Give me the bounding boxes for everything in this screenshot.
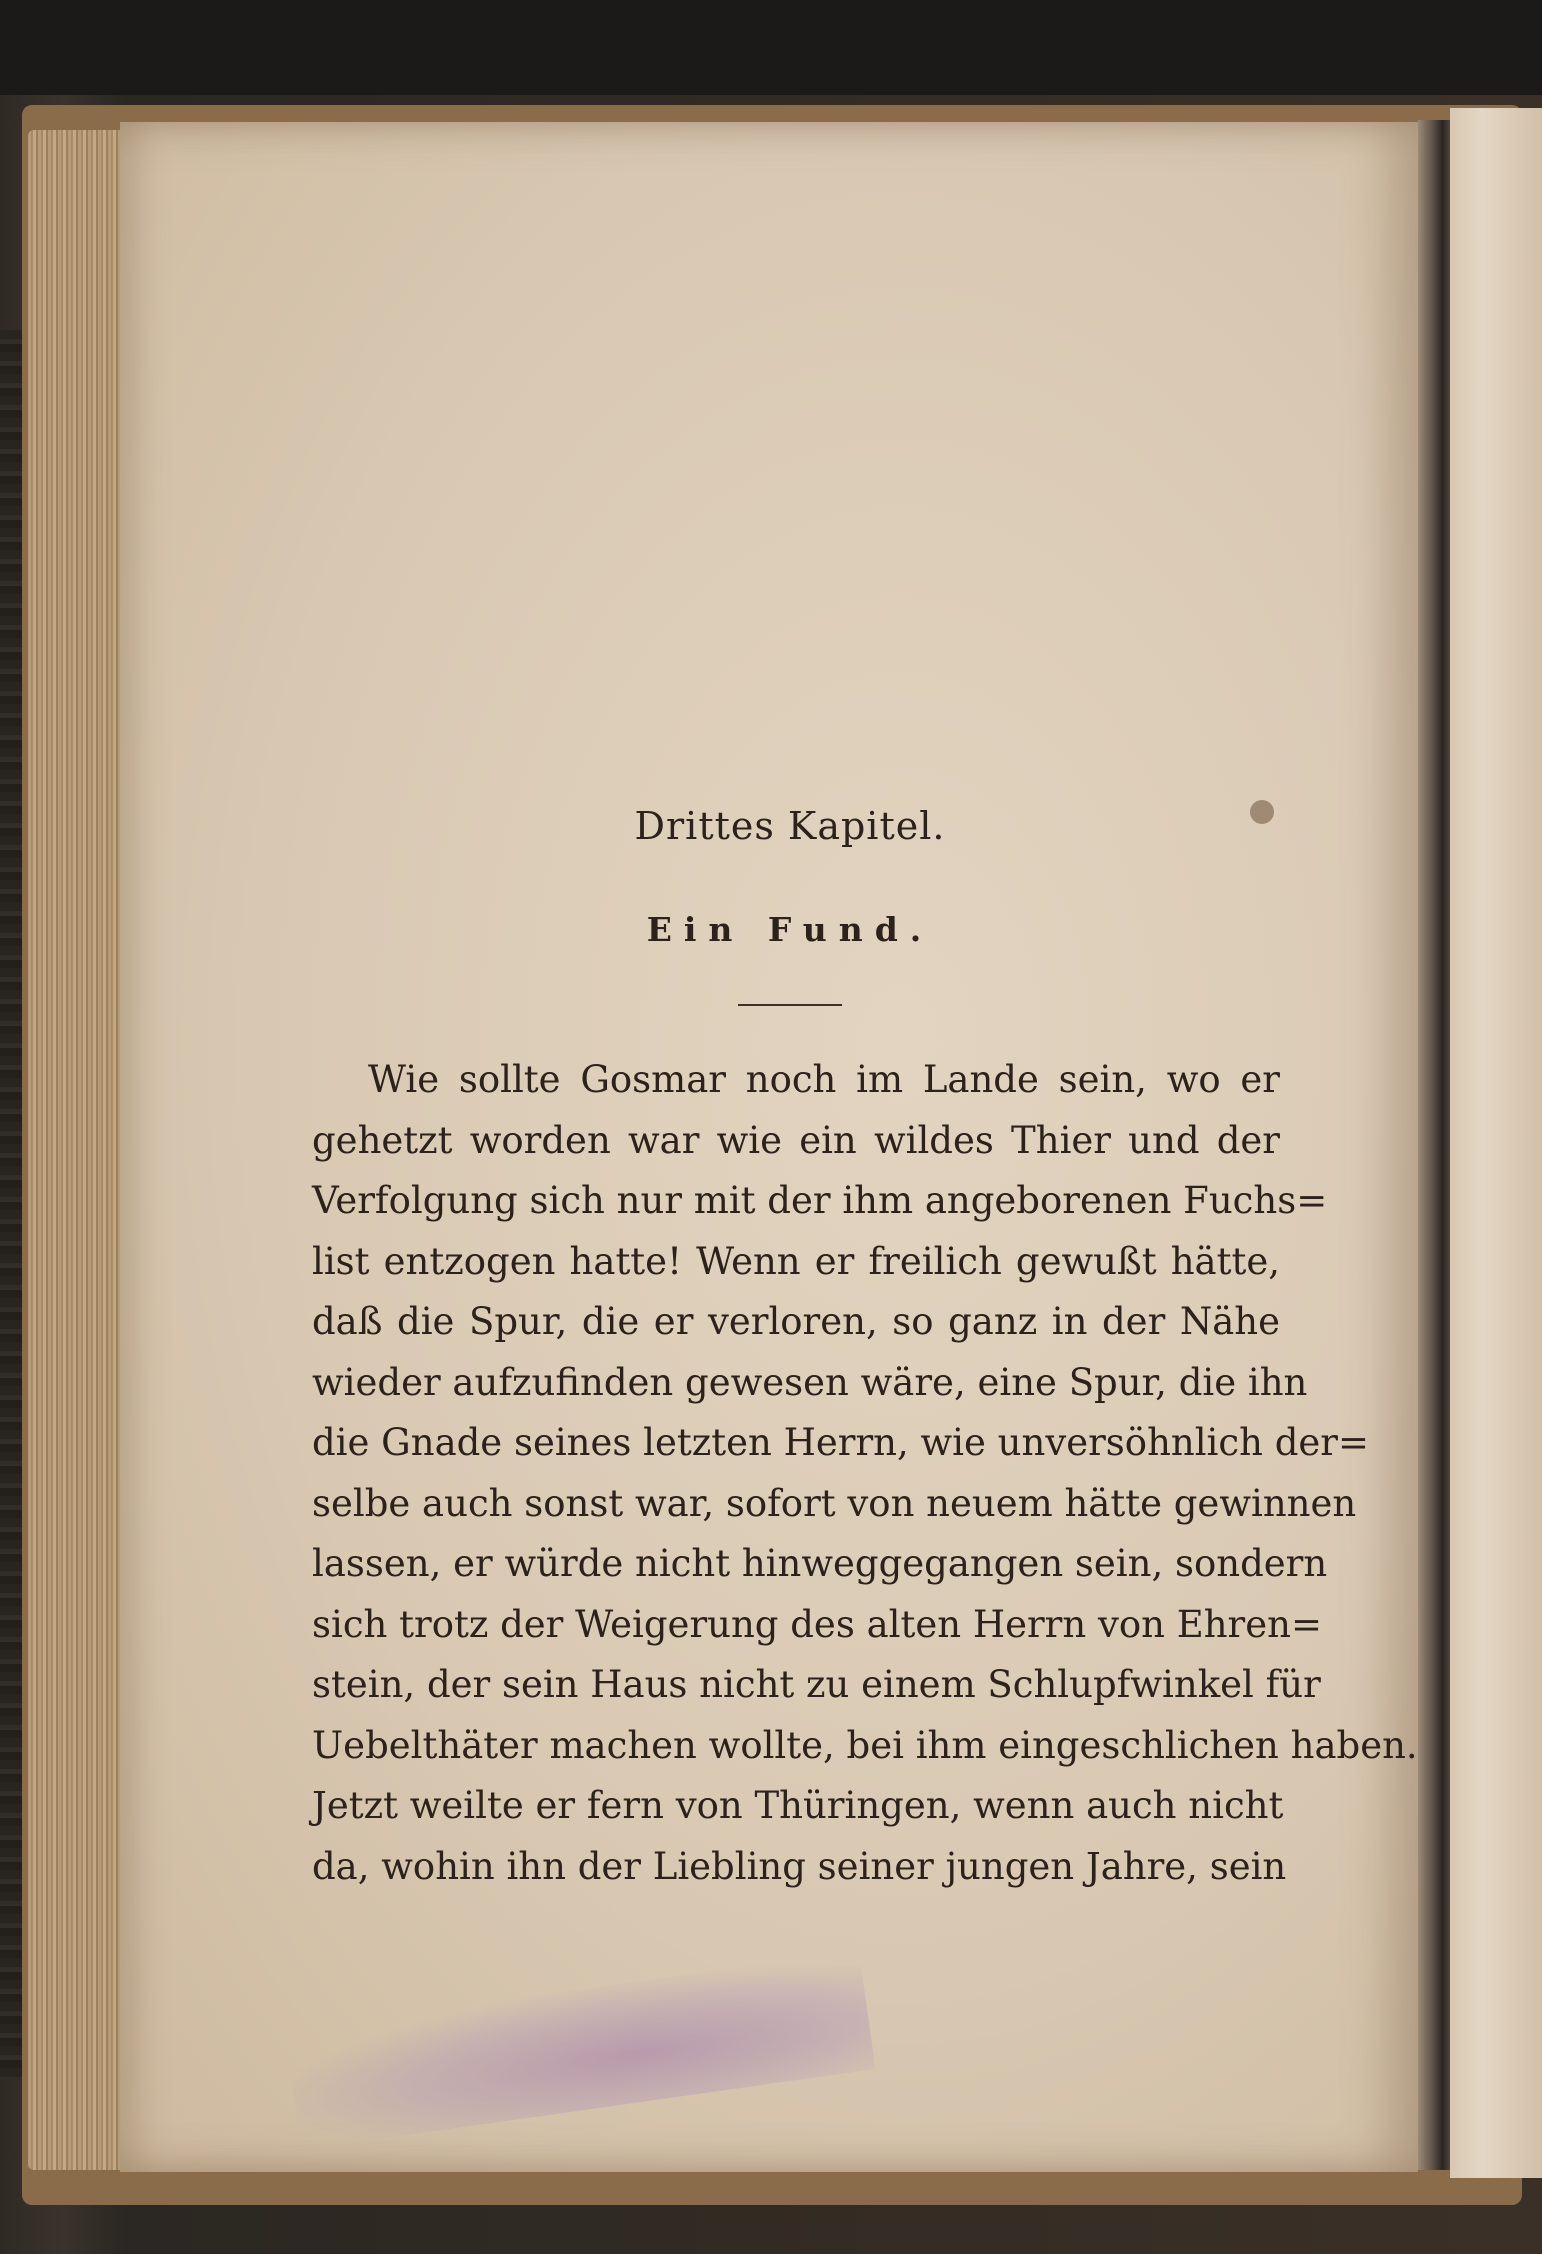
text-line: selbe auch sonst war, sofort von neuem hätte gewinnen bbox=[312, 1481, 1357, 1525]
text-line: Verfolgung sich nur mit der ihm angeborenen Fuchs= bbox=[312, 1179, 1328, 1222]
divider-rule bbox=[738, 1004, 842, 1006]
text-line: Uebelthäter machen wollte, bei ihm eingeschlichen haben. bbox=[312, 1723, 1418, 1767]
text-line: daß die Spur, die er verloren, so ganz in der Nähe bbox=[312, 1300, 1280, 1343]
text-line: lassen, er würde nicht hinweggegangen sein, sondern bbox=[312, 1542, 1328, 1585]
text-line: Wie sollte Gosmar noch im Lande sein, wo er bbox=[368, 1058, 1280, 1101]
text-line: stein, der sein Haus nicht zu einem Schlupfwinkel für bbox=[312, 1663, 1321, 1706]
text-line: da, wohin ihn der Liebling seiner jungen Jahre, sein bbox=[312, 1844, 1287, 1888]
chapter-title: Drittes Kapitel. bbox=[634, 804, 946, 848]
background-top bbox=[0, 0, 1542, 110]
text-line: die Gnade seines letzten Herrn, wie unversöhnlich der= bbox=[312, 1421, 1369, 1464]
body-text bbox=[312, 1050, 1418, 1897]
text-line: wieder aufzufinden gewesen wäre, eine Spur, die ihn bbox=[312, 1360, 1308, 1404]
text-line: Jetzt weilte er fern von Thüringen, wenn auch nicht bbox=[312, 1784, 1284, 1827]
text-line: gehetzt worden war wie ein wildes Thier und der bbox=[312, 1118, 1280, 1162]
paper-speck bbox=[1250, 800, 1274, 824]
text-line: sich trotz der Weigerung des alten Herrn von Ehren= bbox=[312, 1602, 1322, 1646]
text-line: list entzogen hatte! Wenn er freilich gewußt hätte, bbox=[312, 1239, 1280, 1283]
facing-page-edge bbox=[1450, 108, 1542, 2178]
chapter-subtitle: Ein Fund. bbox=[646, 910, 934, 949]
